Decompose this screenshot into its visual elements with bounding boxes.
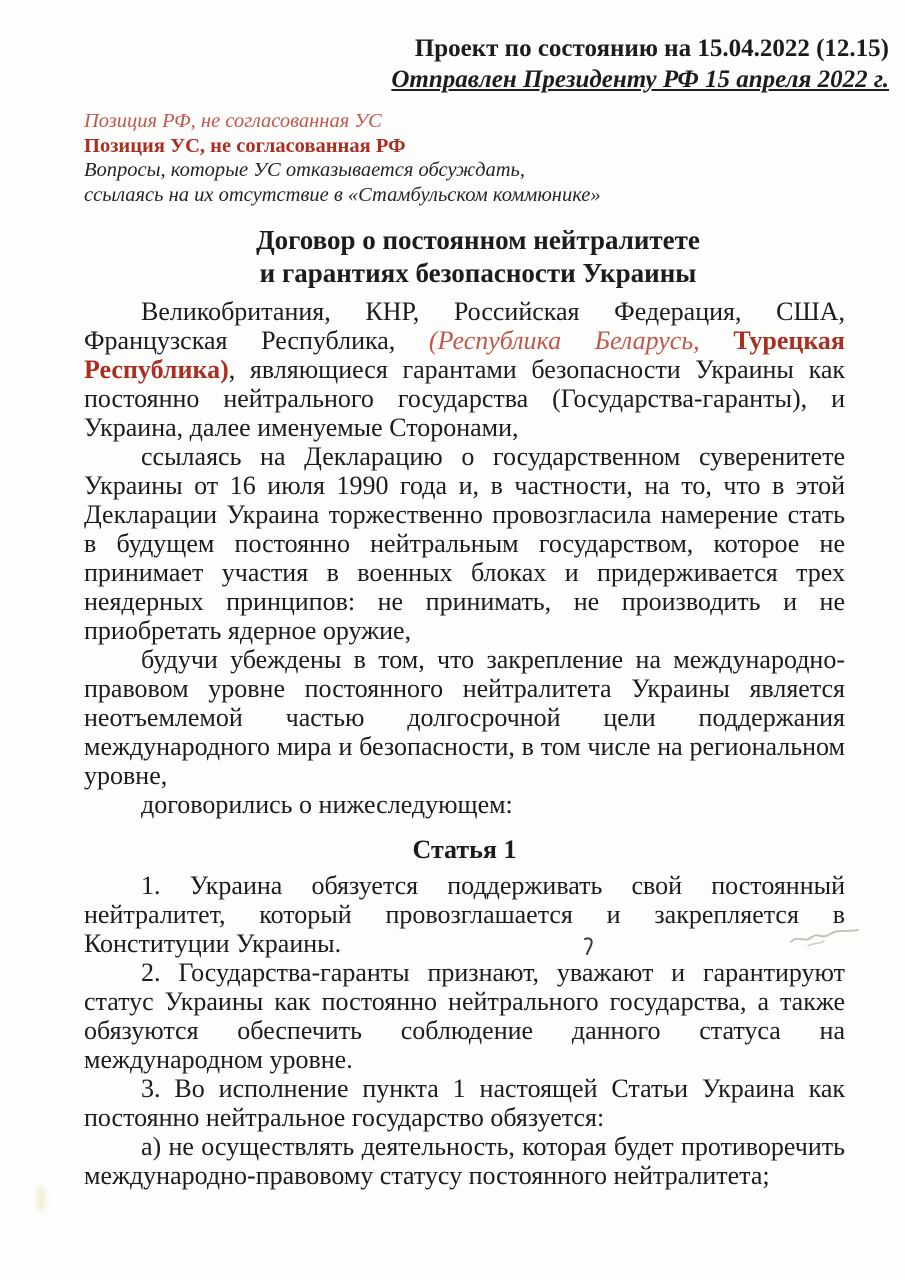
legend-us-position: Позиция УС, не согласованная РФ [84, 134, 406, 157]
parties-belarus-red-insert: (Республика Беларусь, [428, 326, 734, 355]
treaty-title [98, 224, 858, 290]
article-1-clause-3a: а) не осуществлять деятельность, которая будет противоречить международно-правовому статусу постоянного нейтралитета; [84, 1132, 845, 1190]
article-1-clause-1: 1. Украина обязуется поддерживать свой постоянный нейтралитет, который провозглашается и закрепляется в Конституции Украины. [84, 871, 845, 958]
legend-refused-questions-line2: ссылаясь на их отсутствие в «Стамбульском коммюнике» [84, 183, 601, 206]
legend-refused-questions-line1: Вопросы, которые УС отказывается обсуждать, [84, 159, 525, 181]
scan-speck [36, 1186, 46, 1212]
markup-legend [84, 109, 601, 207]
parties-text-start: Великобритания, КНР, Российская Федерация, США, Французская Республика, [84, 297, 845, 355]
draft-status-line: Проект по состоянию на 15.04.2022 (12.15) [414, 35, 889, 62]
article-1-clause-2: 2. Государства-гаранты признают, уважают и гарантируют статус Украины как постоянно нейтрального государства, а также обязуются обеспечить соблюдение данного статуса на международном уровне. [84, 958, 845, 1074]
sent-status-line: Отправлен Президенту РФ 15 апреля 2022 г. [391, 66, 889, 93]
document-status-header [391, 33, 889, 95]
article-1-heading: Статья 1 [412, 835, 517, 864]
preamble-declaration-paragraph: ссылаясь на Декларацию о государственном суверенитете Украины от 16 июля 1990 года и, в частности, на то, что в этой Декларации Украина торжественно провозгласила намерение стать в будущем постоянно нейтральным государством, которое не принимает участия в военных блоках и придерживается трех неядерных принципов: не принимать, не производить и не приобретать ядерное оружие, [84, 442, 845, 645]
parties-text-end: , являющиеся гарантами безопасности Украины как постоянно нейтрального государства (Государства-гаранты), и Украина, далее именуемые Сторонами, [84, 355, 845, 442]
treaty-title-line1: Договор о постоянном нейтралитете [256, 225, 700, 255]
preamble-conviction-paragraph: будучи убеждены в том, что закрепление на международно-правовом уровне постоянного нейтралитета Украины является неотъемлемой частью долгосрочной цели поддержания международного мира и безопасности, в том числе на региональном уровне, [84, 645, 845, 790]
treaty-body [84, 297, 845, 1190]
preamble-parties-paragraph [84, 297, 845, 442]
treaty-title-line2: и гарантиях безопасности Украины [259, 258, 697, 288]
pencil-scribble-icon [788, 922, 862, 952]
article-1-clause-3: 3. Во исполнение пункта 1 настоящей Статьи Украина как постоянно нейтральное государство обязуется: [84, 1074, 845, 1132]
preamble-agreed-paragraph: договорились о нижеследующем: [141, 790, 513, 819]
legend-rf-position: Позиция РФ, не согласованная УС [84, 110, 382, 132]
pen-tick-mark-icon [582, 936, 596, 956]
parties-turkey-red-insert: Турецкая Республика) [84, 326, 845, 384]
